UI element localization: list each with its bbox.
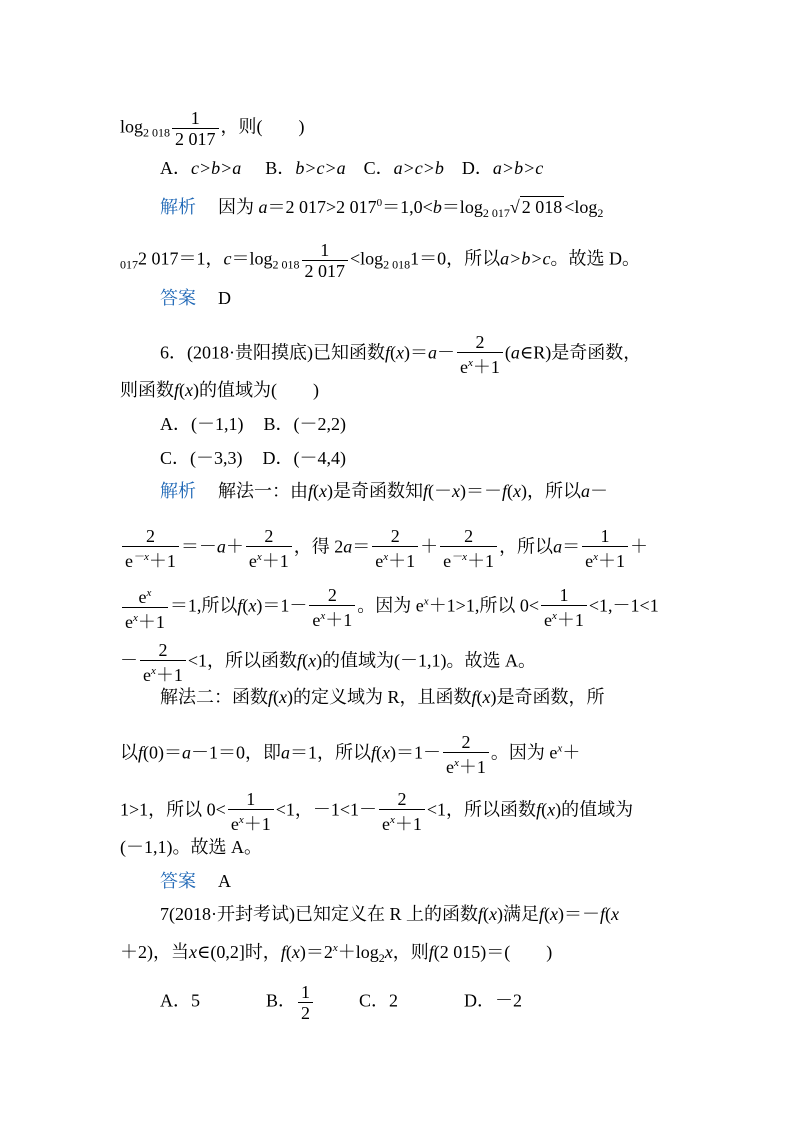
t: f [600,904,606,924]
t: ＋ [420,536,439,557]
t: 2 [301,1003,311,1023]
t: x [513,481,522,501]
t: ( [544,904,551,924]
q5-answer-value: D [218,288,231,308]
t: ( [605,904,612,924]
t: ( [313,481,320,501]
t: ＋2)，当 [120,942,189,962]
t: 0 [376,197,383,209]
t: x [547,799,556,820]
q6-analysis-label: 解析 [160,481,196,501]
t: ( [390,342,396,363]
t: ＋1 [243,814,271,834]
q5-analysis-line2 [120,240,640,281]
t: f [536,799,542,820]
t: 2 [443,732,489,753]
t: ∈R)是奇函数， [519,342,642,363]
q6-method2-line2 [120,732,580,777]
t: 1 [228,789,274,810]
t: ＝1,0< [382,197,433,217]
q6-answer [160,870,231,892]
q6-opt-a: A．(－1,1) [160,414,244,434]
t: e [138,587,147,607]
t: ＋1 [325,610,353,630]
frac [582,526,628,571]
q5-log: log [120,116,144,137]
q5-opt-b: b>c>a [295,158,346,178]
t: 因为 [218,197,254,217]
t: )＝1－ [390,742,442,763]
t: ( [285,942,292,962]
t: )＝－ [558,904,601,924]
q5-tail: ，则( ) [220,116,305,137]
t: x [279,687,288,707]
t: b [432,197,442,217]
t: a [428,342,437,363]
t: x [133,612,138,624]
q6-method1-line3 [120,583,659,632]
t: ，则 [392,942,429,962]
t: ＋1 [394,814,422,834]
q6-opt-d: D．(－4,4) [262,448,346,468]
t: f [423,481,429,501]
t: 。因为 e [357,595,424,616]
t: x [291,942,300,962]
t: x [383,551,389,563]
t: e [248,551,257,571]
t: 1＝0，所以 [410,248,501,269]
t: 2 017 [304,261,346,281]
q7-stem-line2 [120,937,552,969]
q5-answer-label: 答案 [160,288,196,308]
t: f [471,687,477,707]
t: x [151,665,156,677]
t: x [256,551,262,563]
t: e [143,665,151,685]
t: － [590,481,609,501]
q7-opt-d: D．－2 [464,990,523,1011]
t: ＋1 [388,551,416,571]
t: x [550,904,559,924]
t: ( [273,687,280,707]
t: 1 [298,982,313,1003]
t: 1 [541,585,587,606]
t: ＝1,所以 [169,595,238,616]
t: － [437,342,455,363]
t: ＋ [225,536,244,557]
t: <1，－1<1－ [275,799,378,820]
t: x [454,757,459,769]
t: ( [541,799,548,820]
t: a [553,536,563,557]
q7-opt-a: A．5 [160,990,200,1011]
t: 以 [120,742,138,763]
q7-opt-c: C．2 [359,990,399,1011]
frac [246,526,292,571]
q6-method1-line4 [120,640,536,685]
t: (0)＝ [143,742,183,763]
t: ＋1 [472,357,500,377]
q5-opt-a-label: A． [160,158,191,178]
q5-stem-continuation [120,108,305,149]
t: f [268,687,274,707]
t: 2 [140,640,186,661]
t: x [390,814,395,826]
t: ( [507,481,514,501]
t: e [230,814,239,834]
t: ＋ [629,536,648,557]
q6-options-row2 [160,447,346,469]
q6-opt-c: C．(－3,3) [160,448,243,468]
t: x [611,904,620,924]
t: e [375,551,384,571]
t: 解法一：由 [218,481,308,501]
t: f [174,380,180,400]
t: )是奇函数，所 [490,687,605,707]
t: f [371,742,377,763]
t: x [185,380,194,400]
frac [122,583,168,632]
t: 2 [440,526,497,547]
q7-stem-line1 [160,903,619,925]
t: x [238,814,244,826]
t: (2 015)＝( ) [433,942,553,962]
q5-opt-d-label: D． [461,158,493,178]
t: <1,－1<1 [588,595,659,616]
q6-method2-line4 [120,836,262,858]
q5-opt-a: c>b>a [191,158,242,178]
t: a [343,536,353,557]
t: <log [564,197,598,217]
q5-log-base: 2 018 [143,125,171,140]
q5-options [160,157,543,179]
t: ∈(0,2]时， [197,942,281,962]
q6-stem-line1 [160,332,641,377]
t: 2 017＝1， [138,248,224,269]
t: f [237,595,243,616]
t: ＝2 017 [267,197,326,217]
q6-answer-value: A [218,871,231,891]
t: ＋ [562,742,581,763]
t: ＝ [352,536,371,557]
t: f [384,342,390,363]
t: <1，所以函数 [426,799,537,820]
t: ( [483,904,490,924]
t: ＋1 [155,665,183,685]
t: ( [179,380,186,400]
q6-options-row1 [160,413,346,435]
t: )的值域为 [555,799,634,820]
t: x [593,551,598,563]
t: x [189,942,197,962]
t: x [248,595,257,616]
t: －1＝0，即 [191,742,282,763]
t: )＝1－ [256,595,308,616]
t: f [539,904,545,924]
t: )，所以 [521,481,582,501]
t: ( [376,742,383,763]
t: e [125,551,133,571]
t: ＋1>1,所以 0< [428,595,539,616]
t: )是奇函数知 [327,481,424,501]
t: f [502,481,508,501]
t: ＋1 [458,757,486,777]
t: e [585,551,594,571]
q6-answer-label: 答案 [160,871,196,891]
t: 2 [379,789,425,810]
frac [228,789,274,834]
t: e [125,612,133,632]
t: x [468,357,473,369]
t: 1>1，所以 0< [120,799,226,820]
t: e [460,357,468,377]
q5-opt-c: a>c>b [393,158,444,178]
t: 7(2018·开封考试)已知定义在 R 上的函数 [160,904,478,924]
t: ＋1 [137,612,165,632]
t: x [452,481,461,501]
t: )的定义域为 R，且函数 [287,687,472,707]
t: <1，所以函数 [187,650,298,671]
t: ＋1 [556,610,584,630]
t: x [552,610,557,622]
t: a [581,481,591,501]
t: e [312,610,321,630]
t: ＝－ [180,536,217,557]
t: c [223,248,232,269]
t: x [319,481,328,501]
t: 2 018 [383,257,411,272]
t: ＋1 [597,551,625,571]
q5-answer [160,287,231,309]
q5-opt-b-label: B． [265,158,296,178]
t: ＝log [441,197,483,217]
t: ＋1 [261,551,289,571]
t: ( [504,342,511,363]
t: x [396,342,404,363]
t: f [280,942,286,962]
frac [443,732,489,777]
t: ( [476,687,483,707]
q7-options [160,982,522,1023]
q5-opt-c-label: C． [363,158,394,178]
q6-method2-line3 [120,789,633,834]
t: )满足 [497,904,540,924]
t: 。因为 e [490,742,558,763]
t: x [308,650,317,671]
q5-analysis-line1: 解析 因为 a＝2 017>2 $017^0=1,0<b=\log_{2 017}√$ 2 $018 <\log_2$ [160,197,604,220]
t: 2 [378,951,385,965]
frac [122,526,179,571]
t: 2 [457,332,503,353]
t: 2 [372,526,418,547]
t: e [382,814,391,834]
frac [372,526,418,571]
frac [440,526,497,571]
t: ＝ [562,536,581,557]
t: ＋1 [148,551,176,571]
t: a [510,342,520,363]
t: － [120,650,138,671]
t: 2 [246,526,292,547]
t: a [182,742,192,763]
t: f [478,904,484,924]
t: >2 017 [326,197,377,217]
t: a [281,742,291,763]
t: )的值域为( ) [193,380,319,400]
t: x [382,742,391,763]
t: )＝ [404,342,428,363]
t: (－ [428,481,453,501]
q7-opt-b-label: B． [266,990,297,1011]
t: －x [133,551,149,563]
t: 2 [309,585,355,606]
q5-fraction [172,108,219,149]
t: ，所以 [499,536,554,557]
t: )＝－ [460,481,503,501]
t: x [423,595,429,608]
q5-analysis-label: 解析 [160,197,196,217]
t: f [428,942,434,962]
t: 2 018 [272,257,300,272]
t: a [258,197,268,217]
t: ＋1 [467,551,495,571]
t: <log [350,248,384,269]
t: x [332,942,338,954]
q5-analysis-fraction [302,240,349,281]
frac [541,585,587,630]
t: 解法二：函数 [160,687,268,707]
t: 2 017 [482,206,510,220]
t: －x [451,551,468,563]
t: 1 [582,526,628,547]
t: 则函数 [120,380,174,400]
t: e [443,551,452,571]
t: f [138,742,144,763]
t: x [320,610,326,622]
q6-stem-line2 [120,379,319,401]
q5-frac-num: 1 [172,108,219,129]
t: a>b>c [500,248,551,269]
t: 2 [122,526,179,547]
t: e [544,610,552,630]
frac [140,640,186,685]
frac [309,585,355,630]
t: 2 [597,206,604,220]
t: e [446,757,455,777]
t: x [482,687,491,707]
t: ＋log [337,942,379,962]
sqrt-content: 2 018 [521,197,563,217]
t: (－1,1)。故选 A。 [120,837,262,857]
t: ( [302,650,309,671]
t: ，得 2 [293,536,344,557]
t: 。故选 D。 [550,248,640,269]
t: f [297,650,303,671]
t: ( [242,595,249,616]
t: x [557,742,563,755]
t: )的值域为(－1,1)。故选 A。 [316,650,537,671]
t: ＝log [231,248,273,269]
t: a [216,536,226,557]
q6-method1-line1 [160,480,608,502]
q5-frac-den: 2 017 [175,129,216,149]
frac [379,789,425,834]
q6-method2-line1 [160,686,605,708]
t: ＝1，所以 [290,742,372,763]
t: x [489,904,498,924]
t: f [308,481,314,501]
t: x [146,587,152,599]
t: 1 [302,240,349,261]
t: 017 [120,257,138,272]
q7-opt-b-fraction [298,982,313,1023]
q6-stem-fraction [457,332,503,377]
q6-opt-b: B．(－2,2) [263,414,346,434]
q6-method1-line2 [120,526,648,571]
t: x [384,942,393,962]
t: )＝2 [299,942,333,962]
t: 6．(2018·贵阳摸底)已知函数 [160,342,385,363]
q5-opt-d: a>b>c [492,158,544,178]
